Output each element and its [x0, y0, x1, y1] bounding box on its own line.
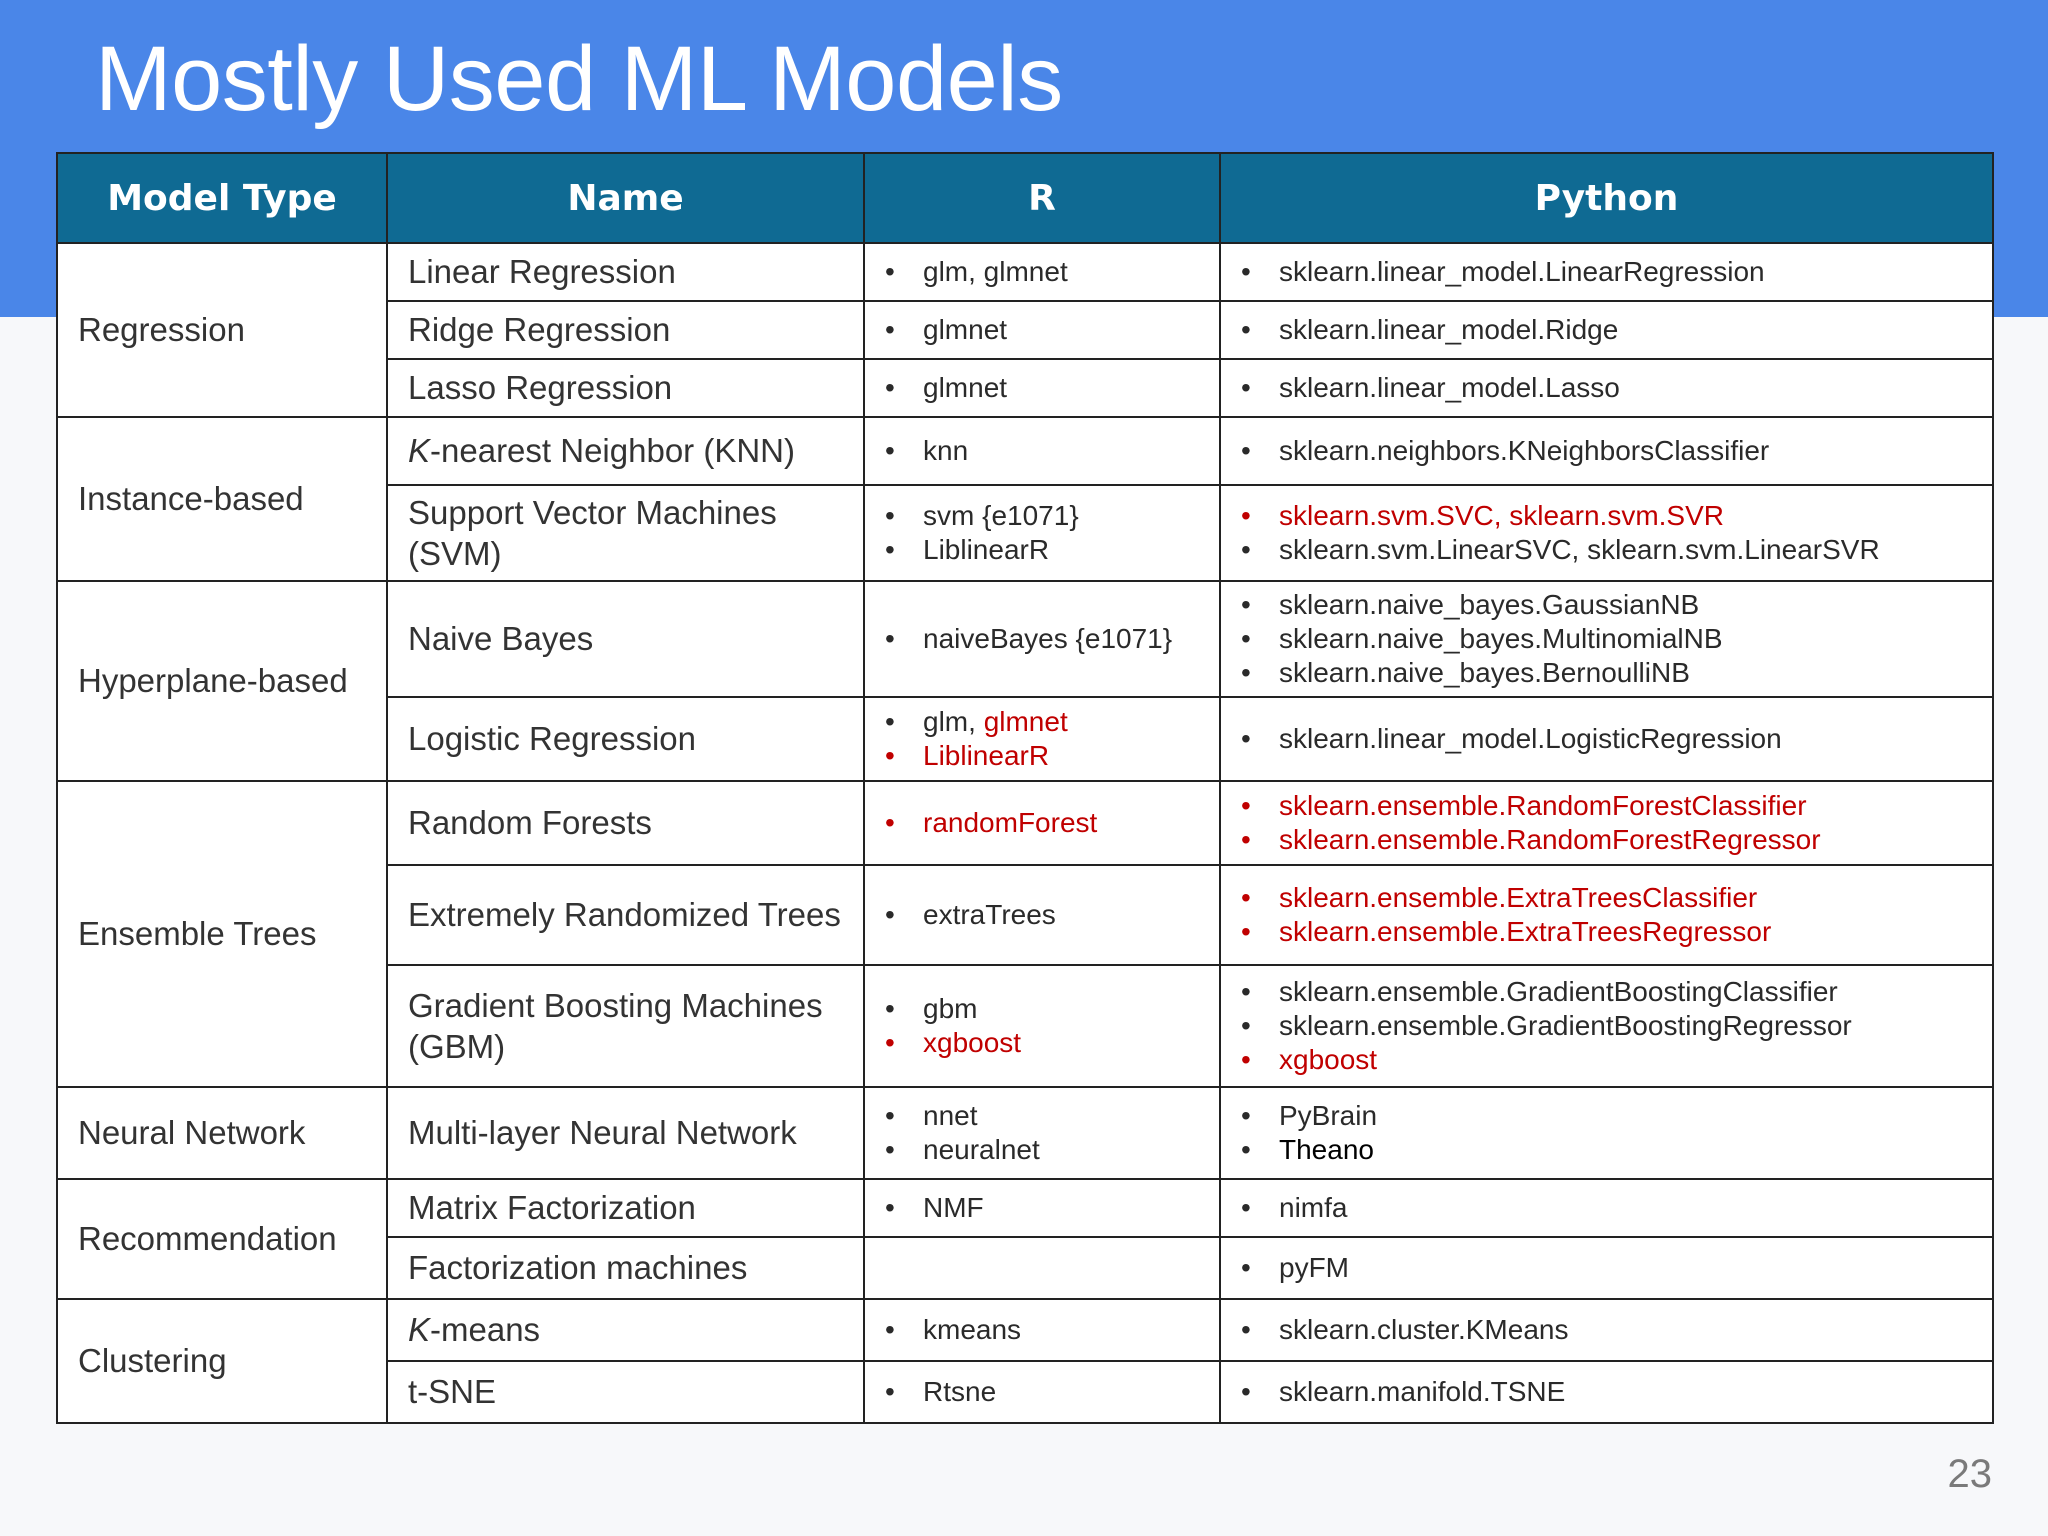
r-packages-cell	[864, 243, 1220, 301]
model-name-cell	[387, 359, 864, 417]
table-row	[57, 1299, 1993, 1361]
model-type-cell: Instance-based	[57, 417, 387, 581]
python-item-text: sklearn.ensemble.RandomForestClassifier	[1279, 790, 1807, 821]
model-name-variable: K	[408, 432, 431, 470]
r-item	[885, 705, 1207, 739]
r-item-text: naiveBayes {e1071}	[923, 623, 1173, 654]
python-item	[1241, 1043, 1980, 1077]
python-item	[1241, 1009, 1980, 1043]
r-item	[885, 313, 1207, 347]
model-name-cell	[387, 581, 864, 697]
r-list	[885, 1313, 1207, 1347]
python-packages-cell	[1220, 1237, 1993, 1299]
python-item-text: sklearn.cluster.KMeans	[1279, 1314, 1569, 1345]
r-item-text: Rtsne	[923, 1376, 997, 1407]
model-name-text: Random Forests	[408, 804, 652, 842]
table-row	[57, 1087, 1993, 1179]
python-item	[1241, 622, 1980, 656]
header-row	[57, 153, 1993, 243]
r-item-text: glm,	[923, 706, 984, 737]
r-item	[885, 255, 1207, 289]
r-packages-cell	[864, 417, 1220, 485]
header-python: Python	[1220, 153, 1993, 243]
python-packages-cell	[1220, 781, 1993, 865]
python-list	[1241, 1251, 1980, 1285]
python-item	[1241, 722, 1980, 756]
python-list	[1241, 789, 1980, 857]
model-name-text: -nearest Neighbor (KNN)	[430, 432, 795, 470]
r-list	[885, 371, 1207, 405]
python-item-text: Theano	[1279, 1134, 1374, 1165]
python-item-text: sklearn.svm.SVC, sklearn.svm.SVR	[1279, 500, 1724, 531]
python-item	[1241, 1251, 1980, 1285]
r-item-text: svm {e1071}	[923, 500, 1079, 531]
r-packages-cell	[864, 1237, 1220, 1299]
python-packages-cell	[1220, 301, 1993, 359]
python-item-text: sklearn.ensemble.RandomForestRegressor	[1279, 824, 1821, 855]
model-type-cell: Ensemble Trees	[57, 781, 387, 1087]
python-item-text: sklearn.linear_model.Lasso	[1279, 372, 1620, 403]
model-name-text: Multi-layer Neural Network	[408, 1114, 797, 1152]
model-name-text: Matrix Factorization	[408, 1189, 696, 1227]
python-item-text: sklearn.svm.LinearSVC, sklearn.svm.LinearSVR	[1279, 534, 1880, 565]
model-name-text: -means	[430, 1311, 541, 1349]
model-type-cell: Neural Network	[57, 1087, 387, 1179]
r-item-text: xgboost	[923, 1027, 1022, 1058]
python-packages-cell	[1220, 581, 1993, 697]
python-item-text: sklearn.ensemble.GradientBoostingRegressor	[1279, 1010, 1852, 1041]
model-name-text: Ridge Regression	[408, 311, 671, 349]
python-item	[1241, 1099, 1980, 1133]
table-row	[57, 781, 1993, 865]
r-item-text: NMF	[923, 1192, 984, 1223]
python-item-text: nimfa	[1279, 1192, 1348, 1223]
r-item	[885, 434, 1207, 468]
model-name-text: t-SNE	[408, 1373, 497, 1411]
python-packages-cell	[1220, 965, 1993, 1087]
python-packages-cell	[1220, 1179, 1993, 1237]
models-table	[56, 152, 1994, 1424]
r-list	[885, 499, 1207, 567]
table-row	[57, 417, 1993, 485]
r-list	[885, 806, 1207, 840]
python-item-text: sklearn.ensemble.ExtraTreesClassifier	[1279, 882, 1758, 913]
python-list	[1241, 313, 1980, 347]
r-item	[885, 1133, 1207, 1167]
python-list	[1241, 881, 1980, 949]
model-name-text: Gradient Boosting Machines (GBM)	[408, 986, 823, 1065]
python-item-text: sklearn.linear_model.LinearRegression	[1279, 256, 1765, 287]
model-name-cell	[387, 1087, 864, 1179]
python-item	[1241, 789, 1980, 823]
python-item	[1241, 1133, 1980, 1167]
python-item	[1241, 434, 1980, 468]
model-name-text: Linear Regression	[408, 253, 676, 291]
header-model-type: Model Type	[57, 153, 387, 243]
python-item	[1241, 371, 1980, 405]
python-item	[1241, 975, 1980, 1009]
python-packages-cell	[1220, 417, 1993, 485]
python-packages-cell	[1220, 865, 1993, 965]
r-item-text: extraTrees	[923, 899, 1056, 930]
r-item	[885, 1191, 1207, 1225]
python-packages-cell	[1220, 1299, 1993, 1361]
python-item-text: sklearn.linear_model.Ridge	[1279, 314, 1619, 345]
model-name-text: Extremely Randomized Trees	[408, 896, 841, 934]
r-item-highlight: glmnet	[983, 706, 1068, 737]
model-name-text: Lasso Regression	[408, 369, 673, 407]
model-type-cell: Recommendation	[57, 1179, 387, 1299]
python-item-text: sklearn.naive_bayes.MultinomialNB	[1279, 623, 1723, 654]
header-name: Name	[387, 153, 864, 243]
python-list	[1241, 1191, 1980, 1225]
r-item-text: glmnet	[923, 314, 1008, 345]
r-list	[885, 255, 1207, 289]
python-packages-cell	[1220, 1361, 1993, 1423]
python-item	[1241, 255, 1980, 289]
r-item	[885, 992, 1207, 1026]
r-packages-cell	[864, 485, 1220, 581]
model-name-cell	[387, 485, 864, 581]
python-packages-cell	[1220, 243, 1993, 301]
r-item-text: nnet	[923, 1100, 978, 1131]
table-row	[57, 1179, 1993, 1237]
model-name-cell	[387, 697, 864, 781]
model-name-cell	[387, 1237, 864, 1299]
python-list	[1241, 1313, 1980, 1347]
r-list	[885, 705, 1207, 773]
python-item-text: xgboost	[1279, 1044, 1378, 1075]
python-packages-cell	[1220, 359, 1993, 417]
r-list	[885, 434, 1207, 468]
r-item	[885, 499, 1207, 533]
r-packages-cell	[864, 697, 1220, 781]
python-list	[1241, 434, 1980, 468]
python-item-text: sklearn.ensemble.ExtraTreesRegressor	[1279, 916, 1772, 947]
python-item	[1241, 533, 1980, 567]
python-packages-cell	[1220, 1087, 1993, 1179]
r-item-text: LiblinearR	[923, 740, 1050, 771]
python-list	[1241, 255, 1980, 289]
r-item	[885, 898, 1207, 932]
r-list	[885, 898, 1207, 932]
python-item	[1241, 1375, 1980, 1409]
python-item-text: sklearn.naive_bayes.BernoulliNB	[1279, 657, 1690, 688]
python-list	[1241, 722, 1980, 756]
model-name-text: Support Vector Machines (SVM)	[408, 493, 777, 572]
r-packages-cell	[864, 1361, 1220, 1423]
r-packages-cell	[864, 865, 1220, 965]
model-type-cell: Regression	[57, 243, 387, 417]
page-number: 23	[1947, 1452, 1992, 1496]
python-item-text: sklearn.ensemble.GradientBoostingClassifier	[1279, 976, 1838, 1007]
python-item	[1241, 1313, 1980, 1347]
python-item	[1241, 823, 1980, 857]
header-r: R	[864, 153, 1220, 243]
python-item	[1241, 915, 1980, 949]
python-item	[1241, 656, 1980, 690]
python-list	[1241, 1099, 1980, 1167]
r-list	[885, 1191, 1207, 1225]
python-item-text: sklearn.naive_bayes.GaussianNB	[1279, 589, 1700, 620]
model-name-cell	[387, 865, 864, 965]
r-packages-cell	[864, 359, 1220, 417]
python-packages-cell	[1220, 485, 1993, 581]
model-name-cell	[387, 1299, 864, 1361]
python-item	[1241, 881, 1980, 915]
r-item-text: gbm	[923, 993, 978, 1024]
slide-title: Mostly Used ML Models	[95, 28, 1063, 130]
r-packages-cell	[864, 1299, 1220, 1361]
model-name-variable: K	[408, 1311, 431, 1349]
r-item-text: knn	[923, 435, 969, 466]
r-item	[885, 739, 1207, 773]
r-item	[885, 806, 1207, 840]
table-row	[57, 243, 1993, 301]
r-list	[885, 992, 1207, 1060]
r-packages-cell	[864, 1179, 1220, 1237]
python-list	[1241, 499, 1980, 567]
r-list	[885, 313, 1207, 347]
model-name-text: Factorization machines	[408, 1249, 748, 1287]
r-list	[885, 1099, 1207, 1167]
r-item	[885, 1026, 1207, 1060]
python-item-text: sklearn.linear_model.LogisticRegression	[1279, 723, 1782, 754]
model-name-cell	[387, 965, 864, 1087]
r-packages-cell	[864, 781, 1220, 865]
python-item-text: sklearn.neighbors.KNeighborsClassifier	[1279, 435, 1770, 466]
python-packages-cell	[1220, 697, 1993, 781]
r-item	[885, 622, 1207, 656]
model-name-cell	[387, 417, 864, 485]
model-name-cell	[387, 781, 864, 865]
r-item-text: kmeans	[923, 1314, 1022, 1345]
python-item-text: PyBrain	[1279, 1100, 1378, 1131]
python-item	[1241, 313, 1980, 347]
r-item	[885, 533, 1207, 567]
model-type-cell: Clustering	[57, 1299, 387, 1423]
r-list	[885, 1375, 1207, 1409]
python-item	[1241, 588, 1980, 622]
python-list	[1241, 588, 1980, 690]
table-body	[57, 243, 1993, 1423]
r-list	[885, 622, 1207, 656]
model-name-cell	[387, 1361, 864, 1423]
model-name-cell	[387, 243, 864, 301]
r-item	[885, 1099, 1207, 1133]
r-item-text: randomForest	[923, 807, 1098, 838]
r-packages-cell	[864, 301, 1220, 359]
python-item	[1241, 1191, 1980, 1225]
r-item	[885, 1313, 1207, 1347]
table-header	[57, 153, 1993, 243]
python-list	[1241, 371, 1980, 405]
python-item-text: pyFM	[1279, 1252, 1349, 1283]
model-name-cell	[387, 301, 864, 359]
python-list	[1241, 975, 1980, 1077]
r-item	[885, 1375, 1207, 1409]
r-item-text: glm, glmnet	[923, 256, 1068, 287]
model-name-cell	[387, 1179, 864, 1237]
python-list	[1241, 1375, 1980, 1409]
r-packages-cell	[864, 965, 1220, 1087]
model-name-text: Logistic Regression	[408, 720, 696, 758]
model-name-text: Naive Bayes	[408, 620, 594, 658]
model-type-cell: Hyperplane-based	[57, 581, 387, 781]
r-item-text: LiblinearR	[923, 534, 1050, 565]
r-item-text: glmnet	[923, 372, 1008, 403]
r-item-text: neuralnet	[923, 1134, 1040, 1165]
python-item-text: sklearn.manifold.TSNE	[1279, 1376, 1566, 1407]
python-item	[1241, 499, 1980, 533]
r-item	[885, 371, 1207, 405]
r-packages-cell	[864, 581, 1220, 697]
r-packages-cell	[864, 1087, 1220, 1179]
table-row	[57, 581, 1993, 697]
